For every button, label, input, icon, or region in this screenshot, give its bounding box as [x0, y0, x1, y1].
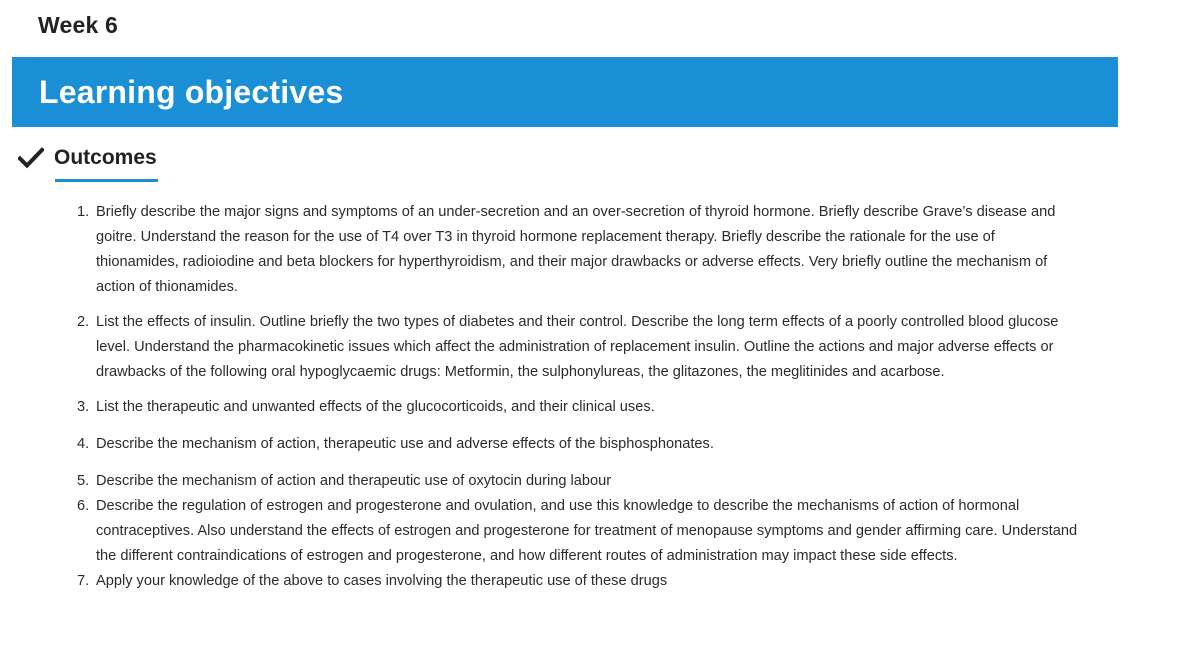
- list-item-text: Describe the mechanism of action, therapeutic use and adverse effects of the bisphosphonates.: [96, 436, 714, 452]
- outcomes-header[interactable]: [18, 146, 157, 170]
- list-item-text: Describe the regulation of estrogen and progesterone and ovulation, and use this knowledge to describe the mechanisms of action of hormonal contraceptives. Also understand the effects of estrogen and progesterone for treatment of menopause symptoms and gender affirming care. Understand the different contraindications of estrogen and progesterone, and how different routes of administration may impact these side effects.: [96, 498, 1078, 564]
- list-item-text: List the effects of insulin. Outline briefly the two types of diabetes and their control. Describe the long term effects of a poorly controlled blood glucose level. Understand the pharmacokinetic issues which affect the administration of replacement insulin. Outline the actions and major adverse effects or drawbacks of the following oral hypoglycaemic drugs: Metformin, the sulphonylureas, the glitazones, the meglitinides and acarbose.: [96, 314, 1059, 380]
- outcomes-underline: [55, 179, 158, 182]
- checkmark-icon: [18, 146, 44, 170]
- banner-title: Learning objectives: [39, 73, 344, 110]
- list-item-text: Briefly describe the major signs and symptoms of an under-secretion and an over-secretion of thyroid hormone. Briefly describe Grave’s disease and goitre. Understand the reason for the use of T4 over T3 in thyroid hormone replacement therapy. Briefly describe the rationale for the use of thionamides, radioiodine and beta blockers for hyperthyroidism, and their major drawbacks or adverse effects. Very briefly outline the mechanism of action of thionamides.: [96, 204, 1056, 295]
- list-item: [77, 569, 1081, 594]
- list-item: [77, 200, 1081, 300]
- list-item-number: 6.: [77, 498, 90, 514]
- list-item: [77, 395, 1081, 420]
- list-item-text: Apply your knowledge of the above to cases involving the therapeutic use of these drugs: [96, 573, 668, 589]
- list-item-text: List the therapeutic and unwanted effects of the glucocorticoids, and their clinical uses.: [96, 399, 655, 415]
- list-item-number: 1.: [77, 204, 90, 220]
- list-item-text: Describe the mechanism of action and therapeutic use of oxytocin during labour: [96, 473, 612, 489]
- learning-objectives-banner: [12, 57, 1118, 127]
- list-item-number: 2.: [77, 314, 90, 330]
- objectives-list: [77, 200, 1081, 594]
- list-item: [77, 310, 1081, 385]
- list-item: [77, 432, 1081, 457]
- list-item-number: 5.: [77, 473, 90, 489]
- list-item-number: 7.: [77, 573, 90, 589]
- list-item-number: 4.: [77, 436, 90, 452]
- list-item-number: 3.: [77, 399, 90, 415]
- list-item: [77, 469, 1081, 494]
- outcomes-title: Outcomes: [54, 146, 157, 169]
- list-item: [77, 494, 1081, 569]
- week-title: Week 6: [38, 12, 119, 38]
